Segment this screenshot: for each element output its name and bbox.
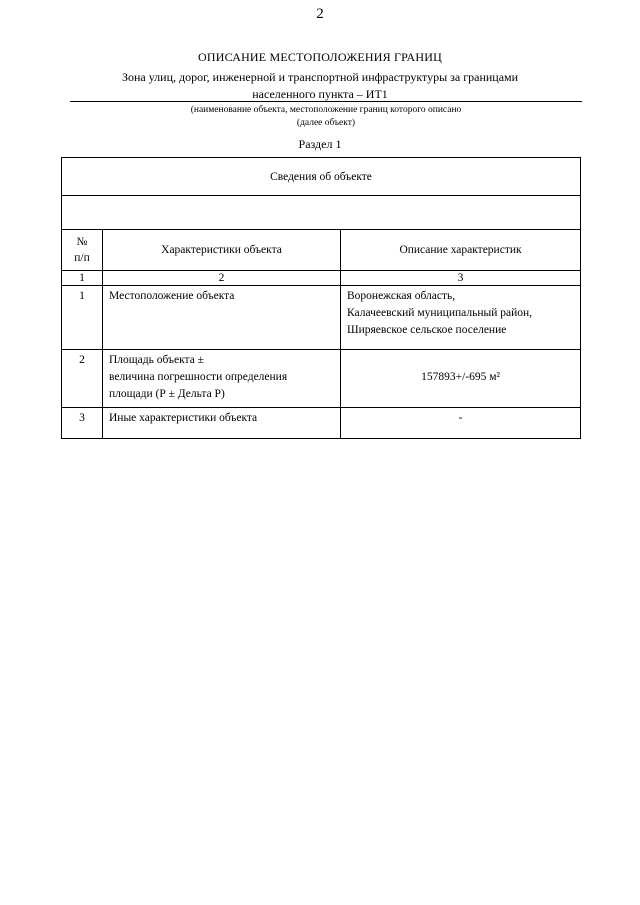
description-cell	[341, 286, 581, 350]
table-row	[62, 286, 581, 350]
subtitle-line: населенного пункта – ИТ1	[252, 87, 388, 101]
note-line: (наименование объекта, местоположение границ которого описано	[190, 105, 462, 115]
table-row	[62, 350, 581, 408]
object-name-note	[70, 104, 582, 130]
column-header-num: № п/п	[62, 230, 103, 271]
row-number: 3	[62, 408, 103, 439]
row-number: 2	[62, 350, 103, 408]
column-header-description: Описание характеристик	[341, 230, 581, 271]
page-number: 2	[316, 6, 324, 22]
document-title: ОПИСАНИЕ МЕСТОПОЛОЖЕНИЯ ГРАНИЦ	[198, 50, 442, 64]
characteristic-cell	[103, 350, 341, 408]
characteristic-cell	[103, 408, 341, 439]
object-info-table	[61, 157, 581, 439]
description-cell	[341, 350, 581, 408]
table-caption-row	[62, 158, 581, 196]
row-number: 1	[62, 286, 103, 350]
characteristic-text: площади (Р ± Дельта Р)	[109, 388, 225, 400]
characteristic-text: Иные характеристики объекта	[109, 412, 258, 424]
description-text: 157893+/-695 м²	[421, 371, 500, 383]
column-number: 3	[341, 271, 581, 286]
description-text: -	[458, 412, 463, 424]
underline-rule	[70, 101, 582, 102]
description-text: Ширяевское сельское поселение	[347, 324, 507, 336]
column-number: 2	[103, 271, 341, 286]
table-empty-row	[62, 196, 581, 230]
section-title: Раздел 1	[298, 137, 342, 151]
characteristic-cell	[103, 286, 341, 350]
characteristic-text: Площадь объекта ±	[109, 354, 204, 366]
column-number: 1	[62, 271, 103, 286]
characteristic-text: величина погрешности определения	[109, 371, 288, 383]
note-line: (далее объект)	[296, 118, 356, 128]
subtitle-line: Зона улиц, дорог, инженерной и транспортной инфраструктуры за границами	[121, 70, 519, 84]
description-text: Калачеевский муниципальный район,	[347, 307, 533, 319]
table-caption: Сведения об объекте	[62, 158, 581, 196]
empty-cell	[62, 196, 581, 230]
document-subtitle	[60, 69, 580, 103]
table-row	[62, 408, 581, 439]
column-number-row	[62, 271, 581, 286]
column-header-characteristic: Характеристики объекта	[103, 230, 341, 271]
description-cell	[341, 408, 581, 439]
characteristic-text: Местоположение объекта	[109, 290, 235, 302]
description-text: Воронежская область,	[347, 290, 456, 302]
table-header-row	[62, 230, 581, 271]
